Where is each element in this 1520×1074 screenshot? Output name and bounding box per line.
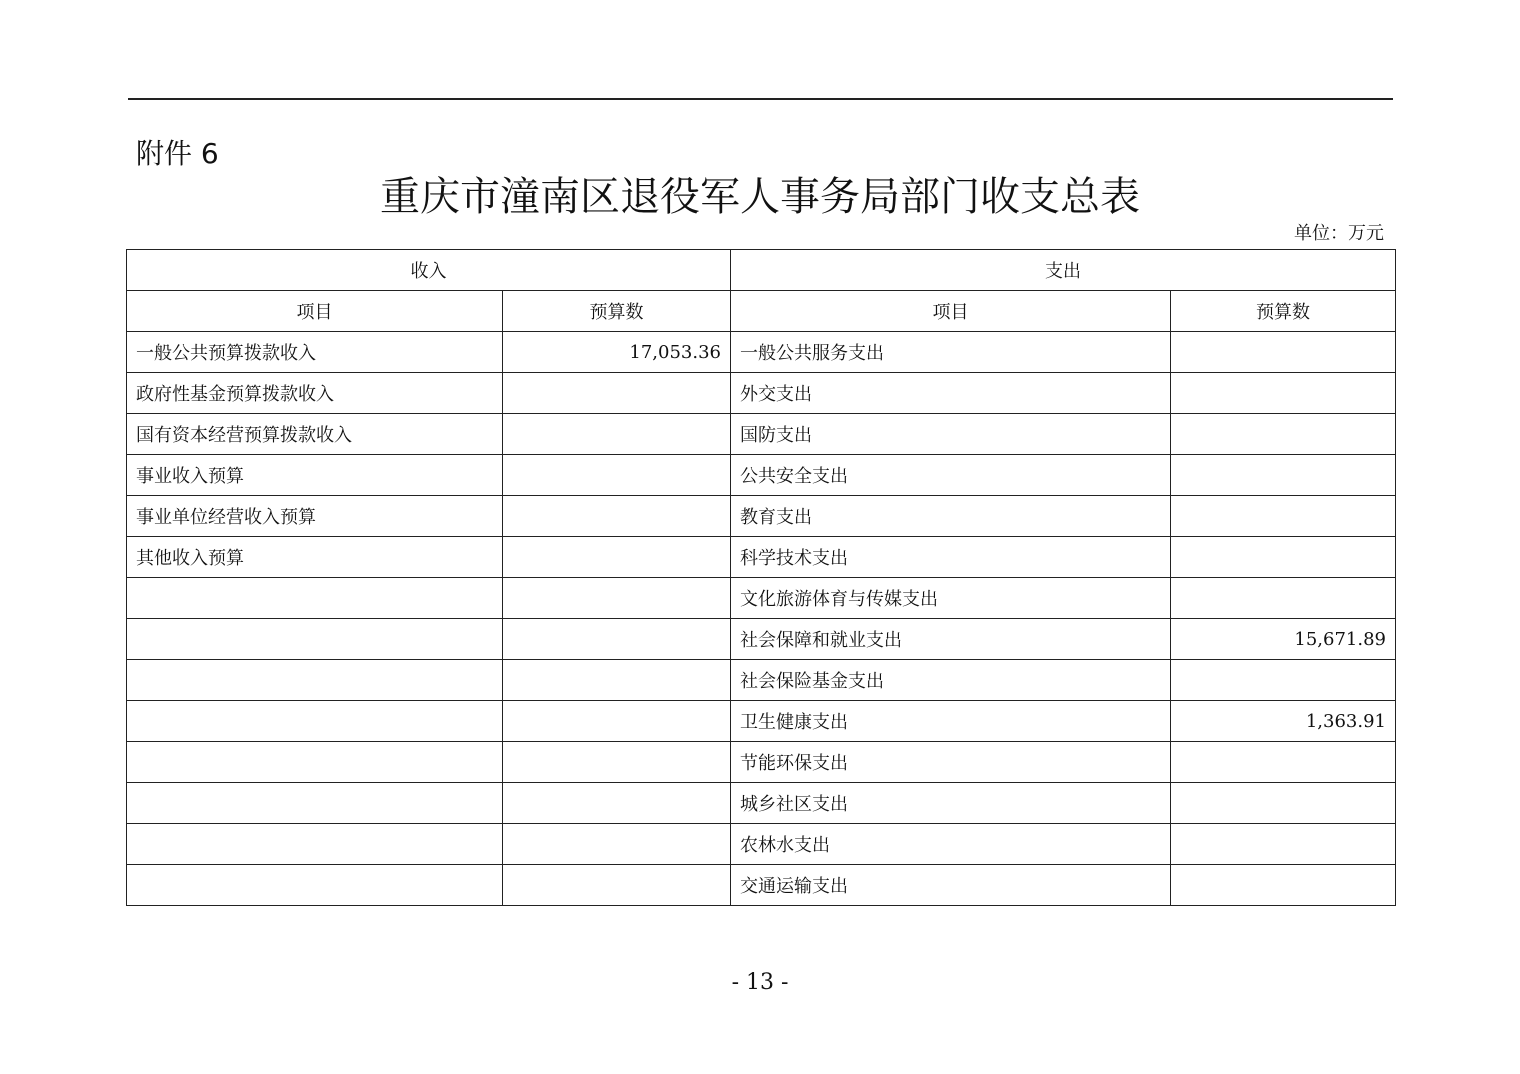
income-item-cell <box>127 578 503 619</box>
table-row <box>127 496 1396 537</box>
page-number: - 13 - <box>731 970 789 995</box>
expense-item-cell: 外交支出 <box>731 373 1171 414</box>
income-amount-cell <box>503 414 731 455</box>
income-item-cell <box>127 824 503 865</box>
income-amount-cell <box>503 537 731 578</box>
table-row <box>127 824 1396 865</box>
expense-item-header: 项目 <box>731 291 1171 332</box>
income-item-cell: 国有资本经营预算拨款收入 <box>127 414 503 455</box>
income-item-cell: 事业收入预算 <box>127 455 503 496</box>
income-item-header: 项目 <box>127 291 503 332</box>
group-header-row <box>127 250 1396 291</box>
column-header-row <box>127 291 1396 332</box>
expense-amount-cell <box>1171 783 1396 824</box>
income-amount-cell <box>503 455 731 496</box>
income-item-cell <box>127 660 503 701</box>
expense-amount-cell <box>1171 332 1396 373</box>
unit-label: 单位：万元 <box>1294 223 1384 244</box>
income-amount-cell: 17,053.36 <box>503 332 731 373</box>
table-row <box>127 373 1396 414</box>
expense-item-cell: 城乡社区支出 <box>731 783 1171 824</box>
income-item-cell: 政府性基金预算拨款收入 <box>127 373 503 414</box>
expense-amount-cell <box>1171 824 1396 865</box>
income-item-cell: 其他收入预算 <box>127 537 503 578</box>
income-amount-cell <box>503 619 731 660</box>
table-row <box>127 783 1396 824</box>
table-row <box>127 537 1396 578</box>
expense-item-cell: 社会保障和就业支出 <box>731 619 1171 660</box>
income-item-cell: 一般公共预算拨款收入 <box>127 332 503 373</box>
expense-amount-cell <box>1171 496 1396 537</box>
income-item-cell <box>127 783 503 824</box>
expense-item-cell: 节能环保支出 <box>731 742 1171 783</box>
table-row <box>127 660 1396 701</box>
attachment-label: 附件 6 <box>136 137 219 170</box>
expense-amount-cell: 15,671.89 <box>1171 619 1396 660</box>
expense-amount-cell: 1,363.91 <box>1171 701 1396 742</box>
page-title: 重庆市潼南区退役军人事务局部门收支总表 <box>380 174 1140 220</box>
expense-item-cell: 公共安全支出 <box>731 455 1171 496</box>
income-item-cell <box>127 742 503 783</box>
income-amount-cell <box>503 660 731 701</box>
expense-amount-cell <box>1171 414 1396 455</box>
income-amount-cell <box>503 783 731 824</box>
expense-amount-cell <box>1171 742 1396 783</box>
table-row <box>127 578 1396 619</box>
expense-item-cell: 卫生健康支出 <box>731 701 1171 742</box>
expense-item-cell: 交通运输支出 <box>731 865 1171 906</box>
expense-amount-cell <box>1171 373 1396 414</box>
income-item-cell <box>127 865 503 906</box>
table-row <box>127 701 1396 742</box>
table-row <box>127 414 1396 455</box>
income-amount-cell <box>503 373 731 414</box>
expense-amount-cell <box>1171 537 1396 578</box>
table-row <box>127 742 1396 783</box>
expense-group-header: 支出 <box>731 250 1396 291</box>
income-amount-cell <box>503 824 731 865</box>
table-row <box>127 619 1396 660</box>
income-amount-cell <box>503 496 731 537</box>
income-amount-cell <box>503 701 731 742</box>
table-row <box>127 455 1396 496</box>
budget-table <box>126 249 1396 906</box>
expense-amount-header: 预算数 <box>1171 291 1396 332</box>
income-amount-cell <box>503 742 731 783</box>
expense-amount-cell <box>1171 578 1396 619</box>
income-item-cell: 事业单位经营收入预算 <box>127 496 503 537</box>
header-rule <box>128 98 1393 100</box>
expense-amount-cell <box>1171 660 1396 701</box>
income-item-cell <box>127 619 503 660</box>
income-amount-cell <box>503 578 731 619</box>
expense-item-cell: 教育支出 <box>731 496 1171 537</box>
expense-amount-cell <box>1171 865 1396 906</box>
expense-amount-cell <box>1171 455 1396 496</box>
income-amount-cell <box>503 865 731 906</box>
expense-item-cell: 科学技术支出 <box>731 537 1171 578</box>
income-item-cell <box>127 701 503 742</box>
expense-item-cell: 国防支出 <box>731 414 1171 455</box>
table-row <box>127 865 1396 906</box>
expense-item-cell: 一般公共服务支出 <box>731 332 1171 373</box>
expense-item-cell: 农林水支出 <box>731 824 1171 865</box>
income-amount-header: 预算数 <box>503 291 731 332</box>
table-row <box>127 332 1396 373</box>
income-group-header: 收入 <box>127 250 731 291</box>
expense-item-cell: 文化旅游体育与传媒支出 <box>731 578 1171 619</box>
expense-item-cell: 社会保险基金支出 <box>731 660 1171 701</box>
